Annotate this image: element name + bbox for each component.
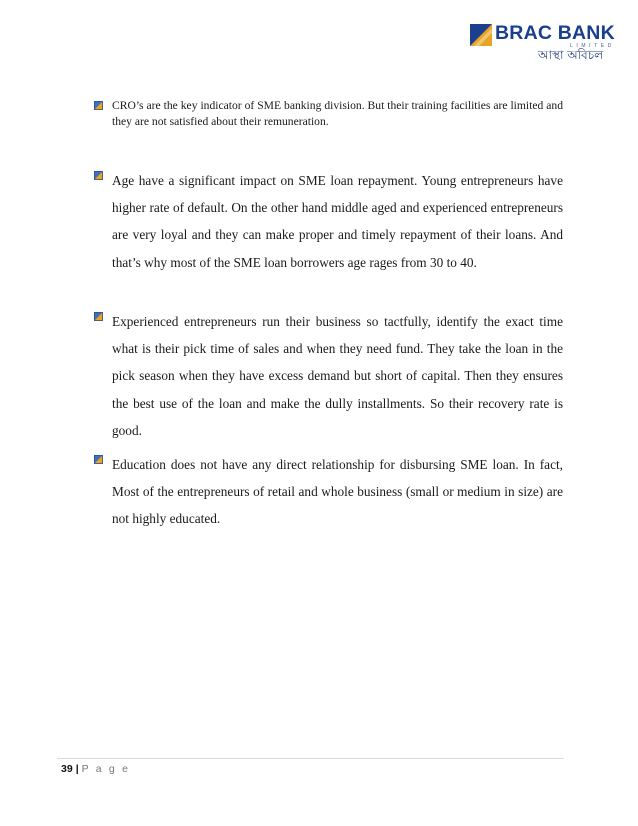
paragraph-age: Age have a significant impact on SME loan repayment. Young entrepreneurs have higher rate of default. On the other hand middle aged and experienced entrepreneurs are very loyal and they can make proper and timely repayment of their loans. And that’s why most of the SME loan borrowers age rages from 30 to 40. <box>112 173 563 270</box>
paragraph-experience: Experienced entrepreneurs run their business so tactfully, identify the exact time what is their pick time of sales and when they need fund. They take the loan in the pick season when they have excess demand but short of capital. Then they ensures the best use of the loan and make the dully installments. So their recovery rate is good. <box>112 314 563 438</box>
footer-divider <box>57 758 564 759</box>
logo-name: BRAC BANK <box>495 22 615 44</box>
paragraph-cro: CRO’s are the key indicator of SME banking division. But their training facilities are limited and they are not satisfied about their remuneration. <box>112 99 563 128</box>
page-footer <box>61 763 130 775</box>
square-bullet-icon <box>94 101 103 110</box>
logo-tagline: আস্থা অবিচল <box>538 48 604 62</box>
square-bullet-icon <box>94 455 103 464</box>
paragraph-education: Education does not have any direct relationship for disbursing SME loan. In fact, Most of the entrepreneurs of retail and whole business (small or medium in size) are not highly educated. <box>112 457 563 527</box>
square-bullet-icon <box>94 312 103 321</box>
square-bullet-icon <box>94 171 103 180</box>
brac-bank-logo <box>470 22 620 64</box>
page-label: P a g e <box>81 763 131 775</box>
logo-mark-icon <box>470 24 492 46</box>
footer-separator: | <box>75 763 79 775</box>
logo-subtitle: LIMITED <box>570 43 615 49</box>
page-number: 39 <box>61 763 73 775</box>
